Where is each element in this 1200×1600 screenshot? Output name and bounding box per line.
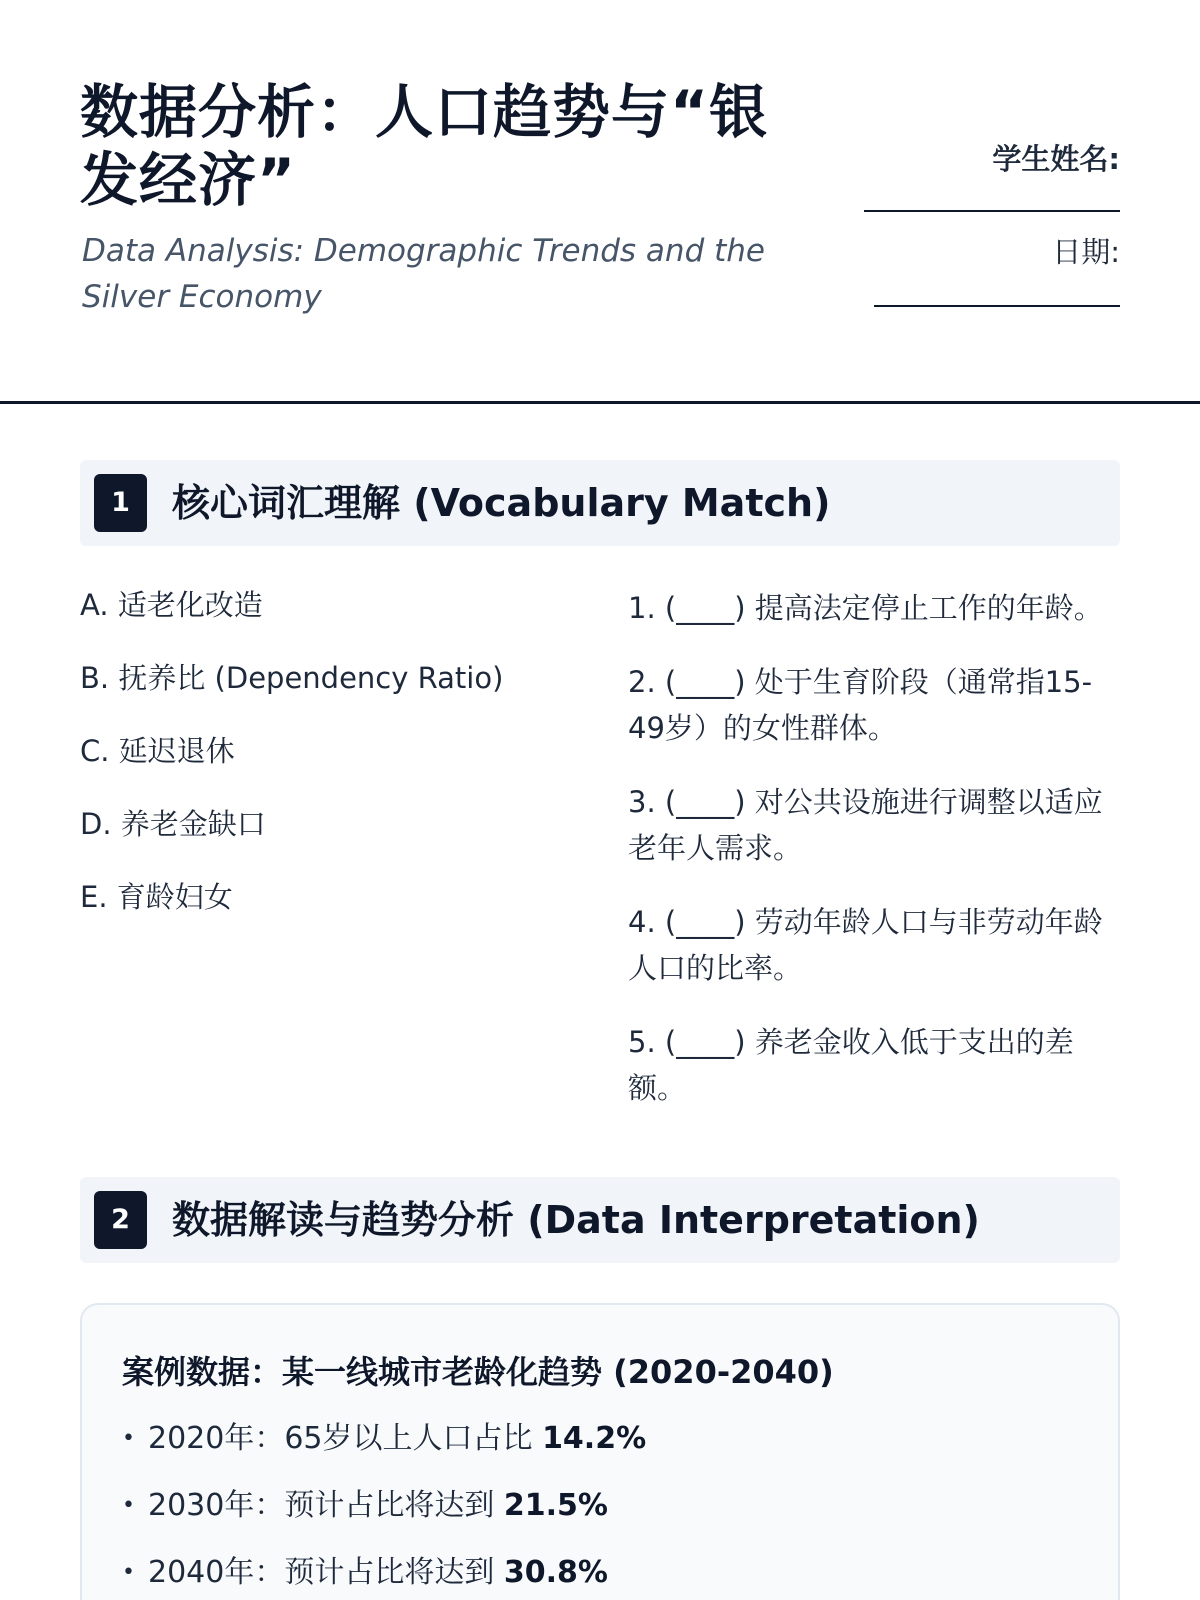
vocab-definition: 4. (____) 劳动年龄人口与非劳动年龄人口的比率。 <box>628 905 1103 985</box>
stat-text: 2020年：65岁以上人口占比 <box>148 1421 543 1456</box>
stat-item <box>122 1551 1082 1600</box>
date-field[interactable] <box>874 305 1120 307</box>
section-2-number-badge: 2 <box>94 1191 147 1249</box>
stat-item <box>122 1417 1082 1484</box>
stat-item <box>122 1484 1082 1551</box>
vocab-definition: 3. (____) 对公共设施进行调整以适应老年人需求。 <box>628 785 1103 865</box>
bullet-icon: • <box>122 1560 135 1585</box>
bullet-icon: • <box>122 1426 135 1451</box>
vocab-term: B. 抚养比 (Dependency Ratio) <box>80 661 504 695</box>
section-1-title: 核心词汇理解 (Vocabulary Match) <box>172 481 831 525</box>
stat-value: 30.8% <box>503 1555 608 1590</box>
section-2-header <box>80 1177 1120 1263</box>
vocab-definition: 2. (____) 处于生育阶段（通常指15-49岁）的女性群体。 <box>628 665 1093 745</box>
stat-value: 21.5% <box>503 1488 608 1523</box>
vocab-terms-list <box>80 585 560 950</box>
stat-text: 2030年：预计占比将达到 <box>148 1488 504 1523</box>
vocab-term: C. 延迟退休 <box>80 734 235 768</box>
section-2-title: 数据解读与趋势分析 (Data Interpretation) <box>172 1198 980 1242</box>
student-name-field[interactable] <box>864 210 1120 212</box>
vocab-term: A. 适老化改造 <box>80 588 263 622</box>
page-title: 数据分析：人口趋势与“银发经济” <box>80 78 769 214</box>
case-data-card <box>80 1303 1120 1600</box>
vocab-term: D. 养老金缺口 <box>80 807 266 841</box>
vocab-term: E. 育龄妇女 <box>80 880 233 914</box>
case-data-title: 案例数据：某一线城市老龄化趋势 (2020-2040) <box>122 1353 834 1391</box>
date-label: 日期: <box>1052 235 1120 269</box>
stat-value: 14.2% <box>542 1421 647 1456</box>
vocab-definition: 5. (____) 养老金收入低于支出的差额。 <box>628 1025 1074 1105</box>
stat-list <box>122 1417 1082 1600</box>
page-subtitle: Data Analysis: Demographic Trends and the Silver Economy <box>82 233 765 315</box>
vocab-definition: 1. (____) 提高法定停止工作的年龄。 <box>628 591 1103 625</box>
section-1-number-badge: 1 <box>94 474 147 532</box>
bullet-icon: • <box>122 1493 135 1518</box>
stat-text: 2040年：预计占比将达到 <box>148 1555 504 1590</box>
section-1-header <box>80 460 1120 546</box>
worksheet-header <box>0 0 1200 404</box>
vocab-definitions-list <box>628 585 1118 1139</box>
student-name-label: 学生姓名: <box>992 142 1120 176</box>
